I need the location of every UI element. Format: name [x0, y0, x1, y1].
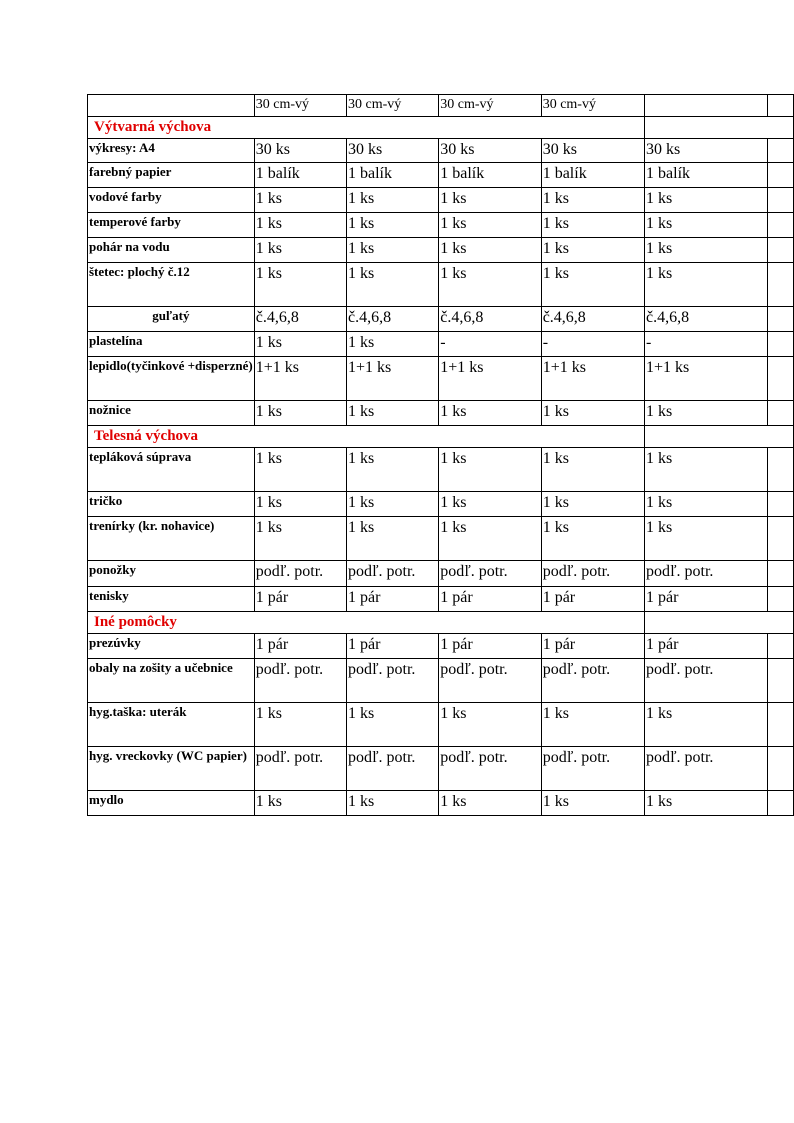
quantity-cell: 1 ks — [439, 263, 541, 307]
quantity-cell: 1 ks — [254, 517, 346, 561]
spacer-cell — [767, 747, 793, 791]
spacer-cell — [767, 332, 793, 357]
quantity-cell: 1 ks — [645, 703, 768, 747]
spacer-cell — [767, 95, 793, 117]
quantity-cell: 1 ks — [254, 188, 346, 213]
quantity-cell: 1 pár — [347, 587, 439, 612]
section-title: Telesná výchova — [88, 426, 645, 448]
item-label: farebný papier — [88, 163, 255, 188]
quantity-cell: podľ. potr. — [254, 747, 346, 791]
quantity-cell: 1 ks — [439, 492, 541, 517]
section-title: Iné pomôcky — [88, 612, 645, 634]
spacer-cell — [767, 634, 793, 659]
quantity-cell: 1 ks — [347, 213, 439, 238]
spacer-cell — [767, 139, 793, 163]
quantity-cell: 1 ks — [645, 238, 768, 263]
item-label: nožnice — [88, 401, 255, 426]
item-label: tepláková súprava — [88, 448, 255, 492]
spacer-cell — [767, 492, 793, 517]
quantity-cell: 1 ks — [254, 791, 346, 816]
table-row — [88, 587, 794, 612]
quantity-cell: 1 ks — [347, 263, 439, 307]
quantity-cell: 1 ks — [645, 188, 768, 213]
item-label: ponožky — [88, 561, 255, 587]
spacer-cell — [767, 188, 793, 213]
spacer-cell — [767, 448, 793, 492]
quantity-cell: 1 pár — [254, 587, 346, 612]
item-label: hyg.taška: uterák — [88, 703, 255, 747]
spacer-cell — [767, 587, 793, 612]
quantity-cell: 1 ks — [645, 263, 768, 307]
spacer-cell — [767, 263, 793, 307]
quantity-cell: podľ. potr. — [645, 561, 768, 587]
table-row — [88, 492, 794, 517]
quantity-cell: 1 ks — [347, 401, 439, 426]
section-empty-cell — [645, 117, 794, 139]
table-row — [88, 213, 794, 238]
quantity-cell: podľ. potr. — [347, 561, 439, 587]
table-row — [88, 357, 794, 401]
item-label: vodové farby — [88, 188, 255, 213]
quantity-cell: 1 balík — [254, 163, 346, 188]
quantity-cell: 1 ks — [254, 263, 346, 307]
quantity-cell: podľ. potr. — [347, 659, 439, 703]
quantity-cell: podľ. potr. — [254, 561, 346, 587]
header-cell: 30 cm-vý — [347, 95, 439, 117]
header-cell — [88, 95, 255, 117]
quantity-cell: 1 ks — [347, 703, 439, 747]
quantity-cell: 1 balík — [645, 163, 768, 188]
item-label: plastelína — [88, 332, 255, 357]
item-label: guľatý — [88, 307, 255, 332]
quantity-cell: 1 pár — [439, 587, 541, 612]
quantity-cell: 1 ks — [254, 401, 346, 426]
quantity-cell: č.4,6,8 — [645, 307, 768, 332]
quantity-cell: 1 balík — [347, 163, 439, 188]
quantity-cell: 1+1 ks — [254, 357, 346, 401]
quantity-cell: 1 ks — [439, 448, 541, 492]
item-label: tenisky — [88, 587, 255, 612]
table-row — [88, 307, 794, 332]
header-row — [88, 95, 794, 117]
quantity-cell: 1 ks — [645, 517, 768, 561]
quantity-cell: podľ. potr. — [541, 561, 644, 587]
quantity-cell: 1 ks — [541, 401, 644, 426]
quantity-cell: 1 ks — [439, 791, 541, 816]
quantity-cell: 1 ks — [541, 791, 644, 816]
item-label: štetec: plochý č.12 — [88, 263, 255, 307]
quantity-cell: č.4,6,8 — [254, 307, 346, 332]
quantity-cell: podľ. potr. — [439, 561, 541, 587]
quantity-cell: 30 ks — [439, 139, 541, 163]
quantity-cell: 1 ks — [347, 188, 439, 213]
table-row — [88, 401, 794, 426]
quantity-cell: 1 ks — [439, 703, 541, 747]
item-label: hyg. vreckovky (WC papier) — [88, 747, 255, 791]
spacer-cell — [767, 517, 793, 561]
item-label: tričko — [88, 492, 255, 517]
quantity-cell: 1 ks — [439, 188, 541, 213]
quantity-cell: 1 pár — [645, 634, 768, 659]
header-cell — [645, 95, 768, 117]
quantity-cell: 1 ks — [541, 263, 644, 307]
quantity-cell: 1 ks — [541, 448, 644, 492]
quantity-cell: 1 pár — [439, 634, 541, 659]
header-cell: 30 cm-vý — [439, 95, 541, 117]
quantity-cell: podľ. potr. — [645, 747, 768, 791]
quantity-cell: 1 ks — [254, 238, 346, 263]
quantity-cell: 1 ks — [254, 448, 346, 492]
section-row — [88, 612, 794, 634]
quantity-cell: 1 ks — [541, 492, 644, 517]
quantity-cell: 1 ks — [347, 332, 439, 357]
quantity-cell: č.4,6,8 — [541, 307, 644, 332]
table-row — [88, 659, 794, 703]
spacer-cell — [767, 307, 793, 332]
item-label: obaly na zošity a učebnice — [88, 659, 255, 703]
quantity-cell: 1+1 ks — [439, 357, 541, 401]
quantity-cell: - — [645, 332, 768, 357]
quantity-cell: 1 pár — [347, 634, 439, 659]
spacer-cell — [767, 401, 793, 426]
table-row — [88, 747, 794, 791]
section-row — [88, 426, 794, 448]
quantity-cell: 1 ks — [645, 401, 768, 426]
quantity-cell: - — [439, 332, 541, 357]
quantity-cell: 30 ks — [254, 139, 346, 163]
quantity-cell: 30 ks — [347, 139, 439, 163]
quantity-cell: 1 pár — [541, 587, 644, 612]
quantity-cell: 1 ks — [541, 517, 644, 561]
quantity-cell: podľ. potr. — [439, 747, 541, 791]
table-row — [88, 517, 794, 561]
quantity-cell: 1 ks — [645, 213, 768, 238]
item-label: trenírky (kr. nohavice) — [88, 517, 255, 561]
table-row — [88, 634, 794, 659]
quantity-cell: 1 ks — [254, 492, 346, 517]
table-body — [88, 95, 794, 816]
quantity-cell: 1+1 ks — [347, 357, 439, 401]
item-label: prezúvky — [88, 634, 255, 659]
quantity-cell: č.4,6,8 — [347, 307, 439, 332]
quantity-cell: 1 ks — [645, 448, 768, 492]
item-label: mydlo — [88, 791, 255, 816]
quantity-cell: 1+1 ks — [645, 357, 768, 401]
header-cell: 30 cm-vý — [254, 95, 346, 117]
quantity-cell: podľ. potr. — [645, 659, 768, 703]
quantity-cell: podľ. potr. — [347, 747, 439, 791]
quantity-cell: 1 ks — [347, 492, 439, 517]
quantity-cell: podľ. potr. — [541, 747, 644, 791]
spacer-cell — [767, 703, 793, 747]
section-empty-cell — [645, 612, 794, 634]
quantity-cell: 1 balík — [439, 163, 541, 188]
item-label: výkresy: A4 — [88, 139, 255, 163]
quantity-cell: podľ. potr. — [439, 659, 541, 703]
quantity-cell: 1 ks — [645, 791, 768, 816]
header-cell: 30 cm-vý — [541, 95, 644, 117]
quantity-cell: podľ. potr. — [541, 659, 644, 703]
quantity-cell: 1 ks — [254, 332, 346, 357]
table-row — [88, 332, 794, 357]
quantity-cell: 30 ks — [541, 139, 644, 163]
quantity-cell: 1 pár — [541, 634, 644, 659]
quantity-cell: 1 ks — [254, 213, 346, 238]
spacer-cell — [767, 238, 793, 263]
quantity-cell: 1 ks — [439, 517, 541, 561]
table-row — [88, 561, 794, 587]
table-row — [88, 448, 794, 492]
item-label: pohár na vodu — [88, 238, 255, 263]
quantity-cell: 1+1 ks — [541, 357, 644, 401]
table-row — [88, 263, 794, 307]
spacer-cell — [767, 357, 793, 401]
quantity-cell: 1 ks — [347, 448, 439, 492]
table-row — [88, 791, 794, 816]
table-row — [88, 188, 794, 213]
item-label: temperové farby — [88, 213, 255, 238]
spacer-cell — [767, 163, 793, 188]
quantity-cell: č.4,6,8 — [439, 307, 541, 332]
section-empty-cell — [645, 426, 794, 448]
spacer-cell — [767, 561, 793, 587]
spacer-cell — [767, 791, 793, 816]
quantity-cell: 1 pár — [254, 634, 346, 659]
quantity-cell: 1 balík — [541, 163, 644, 188]
quantity-cell: 1 ks — [439, 401, 541, 426]
quantity-cell: 1 ks — [439, 213, 541, 238]
section-row — [88, 117, 794, 139]
spacer-cell — [767, 659, 793, 703]
quantity-cell: 1 ks — [347, 238, 439, 263]
quantity-cell: 1 ks — [645, 492, 768, 517]
quantity-cell: 1 ks — [439, 238, 541, 263]
quantity-cell: 30 ks — [645, 139, 768, 163]
quantity-cell: podľ. potr. — [254, 659, 346, 703]
quantity-cell: - — [541, 332, 644, 357]
quantity-cell: 1 ks — [541, 188, 644, 213]
quantity-cell: 1 ks — [254, 703, 346, 747]
table-row — [88, 703, 794, 747]
quantity-cell: 1 ks — [541, 703, 644, 747]
section-title: Výtvarná výchova — [88, 117, 645, 139]
quantity-cell: 1 ks — [541, 238, 644, 263]
table-row — [88, 238, 794, 263]
quantity-cell: 1 ks — [347, 791, 439, 816]
school-supplies-table — [87, 94, 794, 816]
quantity-cell: 1 ks — [541, 213, 644, 238]
quantity-cell: 1 pár — [645, 587, 768, 612]
spacer-cell — [767, 213, 793, 238]
table-row — [88, 163, 794, 188]
item-label: lepidlo(tyčinkové +disperzné) — [88, 357, 255, 401]
quantity-cell: 1 ks — [347, 517, 439, 561]
table-row — [88, 139, 794, 163]
